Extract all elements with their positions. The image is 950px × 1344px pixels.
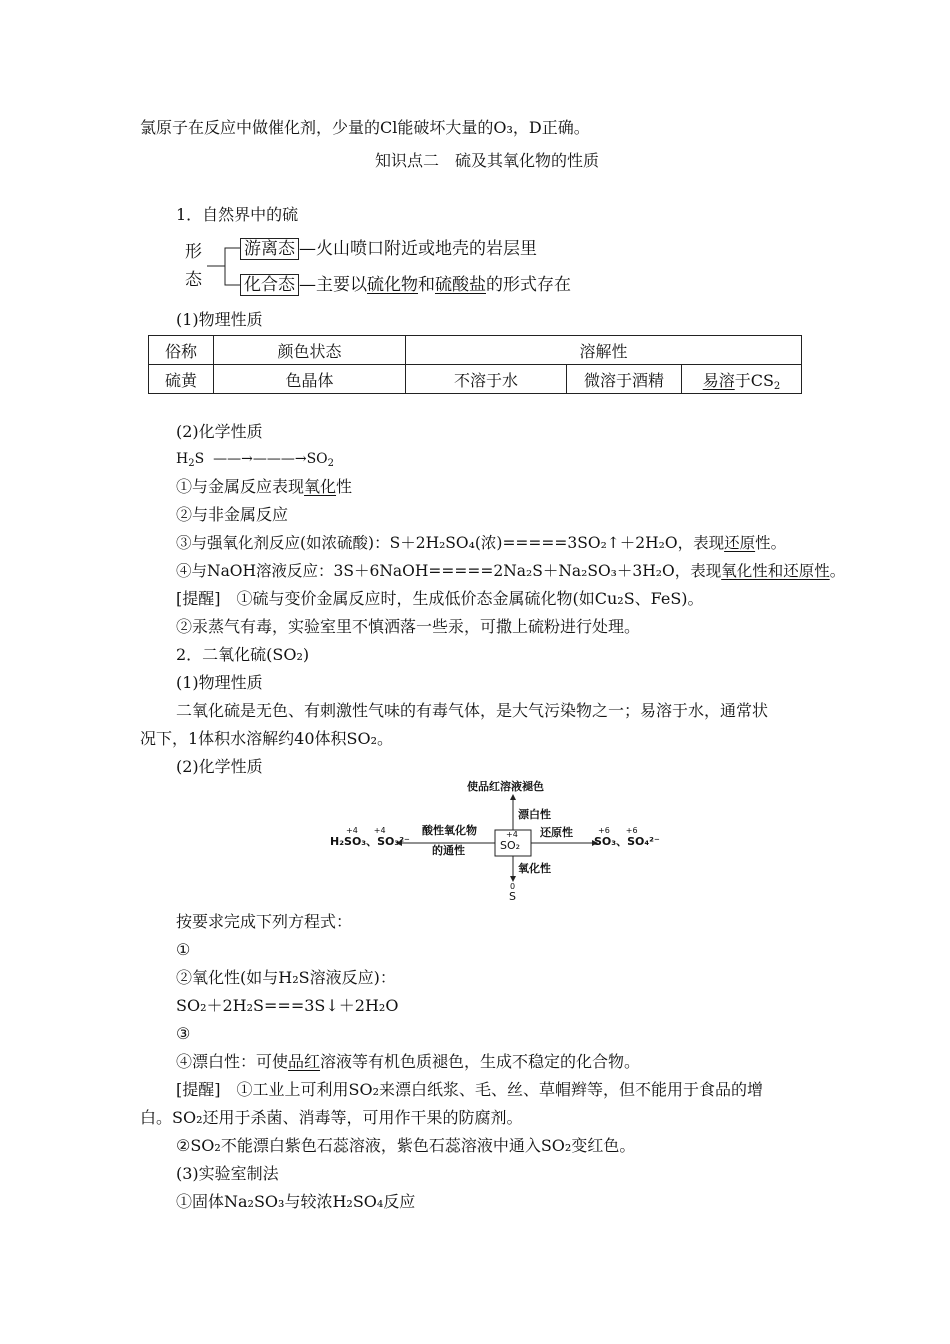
diagram-bottom-ox: 0 [510,882,516,891]
tip-4: ②SO₂不能漂白紫色石蕊溶液，紫色石蕊溶液中通入SO₂变红色。 [176,1136,636,1155]
s3-title: (3)实验室制法 [176,1164,279,1183]
c4-answer: 氧化性和还原性 [721,562,830,580]
sulfate-answer: 硫酸盐 [435,275,486,295]
chain-left: H [176,451,189,467]
s2-paragraph-2: 况下，1体积水溶解约40体积SO₂。 [140,729,394,748]
td-sol-alcohol: 微溶于酒精 [567,365,682,394]
diagram-left-ox: +4 +4 [346,826,386,835]
equation-1: ① [176,940,191,959]
chain-right: SO [306,451,328,467]
c3-answer: 还原 [724,534,756,552]
requirement: 按要求完成下列方程式： [176,912,353,931]
diagram-right-ox: +6 +6 [598,826,638,835]
s3-item-1: ①固体Na₂SO₃与较浓H₂SO₄反应 [176,1192,416,1211]
chem-item-1: ①与金属反应表现氧化性 [176,477,353,496]
td-sol-cs2: 易溶于$CS_2$ [682,365,802,394]
section-title: 知识点二 硫及其氧化物的性质 [375,151,600,170]
td-name: 硫黄 [149,365,214,394]
combined-state-row [240,274,571,296]
cs2-rest: 于CS [734,370,774,390]
diagram-right-species: SO₃、SO₄²⁻ [594,835,660,848]
chain-arrows: ——→———→ [213,451,307,467]
combined-state-box: 化合态 [240,274,299,296]
e4-answer: 品红 [288,1052,321,1071]
s2-paragraph-1: 二氧化硫是无色、有刺激性气味的有毒气体，是大气污染物之一；易溶于水，通常状 [176,701,769,720]
combined-text-pre: —主要以 [299,275,367,295]
s2-title: 2．二氧化硫(SO₂) [176,645,310,664]
form-label-2: 态 [185,270,202,290]
sulfide-answer: 硫化物 [367,275,418,295]
s2-chem-title: (2)化学性质 [176,757,263,776]
equation-3: ③ [176,1024,191,1043]
c1-answer: 氧化 [304,477,337,496]
tip-3-line-2: 白。SO₂还用于杀菌、消毒等，可用作干果的防腐剂。 [140,1108,523,1127]
diagram-center-ox: +4 [506,830,518,839]
chem-item-4: ④与NaOH溶液反应：3S＋6NaOH=====2Na₂S＋Na₂SO₃＋3H₂O，表现氧化性和还原性。 [176,562,846,580]
so2-property-diagram [320,778,660,908]
equation-2: ②氧化性(如与H₂S溶液反应)： [176,968,396,987]
sulfur-chain: $H_2S$ $——\to———\to SO_2$ [176,451,335,469]
combined-text-post: 的形式存在 [486,275,571,295]
cs2-answer: 易溶 [702,370,735,390]
tip-1: [提醒] ①硫与变价金属反应时，生成低价态金属硫化物(如Cu₂S、FeS)。 [176,589,704,608]
s2-phys-title: (1)物理性质 [176,673,263,692]
diagram-center: SO₂ [500,839,521,852]
combined-text-mid: 和 [418,275,435,295]
form-bracket [203,244,243,290]
free-state-box: 游离态 [240,238,299,260]
chem-item-2: ②与非金属反应 [176,505,289,524]
chem-title: (2)化学性质 [176,422,263,441]
tip-3-line-1: [提醒] ①工业上可利用SO₂来漂白纸浆、毛、丝、草帽辫等，但不能用于食品的增 [176,1080,763,1099]
th-name: 俗称 [149,336,214,365]
sulfur-properties-table [148,335,802,394]
td-sol-water: 不溶于水 [406,365,567,394]
free-state-row [240,238,537,260]
intro-line: 氯原子在反应中做催化剂，少量的Cl能破坏大量的O₃，D正确。 [140,118,590,137]
diagram-reduce-label: 还原性 [540,826,573,839]
diagram-acid-label-2: 的通性 [432,844,465,857]
free-state-text: —火山喷口附近或地壳的岩层里 [299,239,537,259]
diagram-left-species: H₂SO₃、SO₃²⁻ [330,835,410,848]
phys-title: (1)物理性质 [176,310,263,329]
s1-title: 1．自然界中的硫 [176,205,299,224]
form-label-1: 形 [185,242,202,262]
equation-2-formula: SO₂＋2H₂S===3S↓＋2H₂O [176,996,399,1015]
diagram-bleach-label: 漂白性 [518,808,551,821]
diagram-bottom: S [509,890,516,903]
diagram-oxid-label: 氧化性 [518,862,551,875]
equation-4: ④漂白性：可使品红溶液等有机色质褪色，生成不稳定的化合物。 [176,1052,641,1071]
th-solubility: 溶解性 [406,336,802,365]
diagram-acid-label-1: 酸性氧化物 [422,824,477,837]
diagram-top-label: 使品红溶液褪色 [467,780,544,793]
td-color: 色晶体 [214,365,406,394]
chem-item-3: ③与强氧化剂反应(如浓硫酸)：S＋2H₂SO₄(浓)=====3SO₂↑＋2H₂O，表现还原性。 [176,534,787,552]
tip-2: ②汞蒸气有毒，实验室里不慎洒落一些汞，可撒上硫粉进行处理。 [176,617,641,636]
th-color: 颜色状态 [214,336,406,365]
